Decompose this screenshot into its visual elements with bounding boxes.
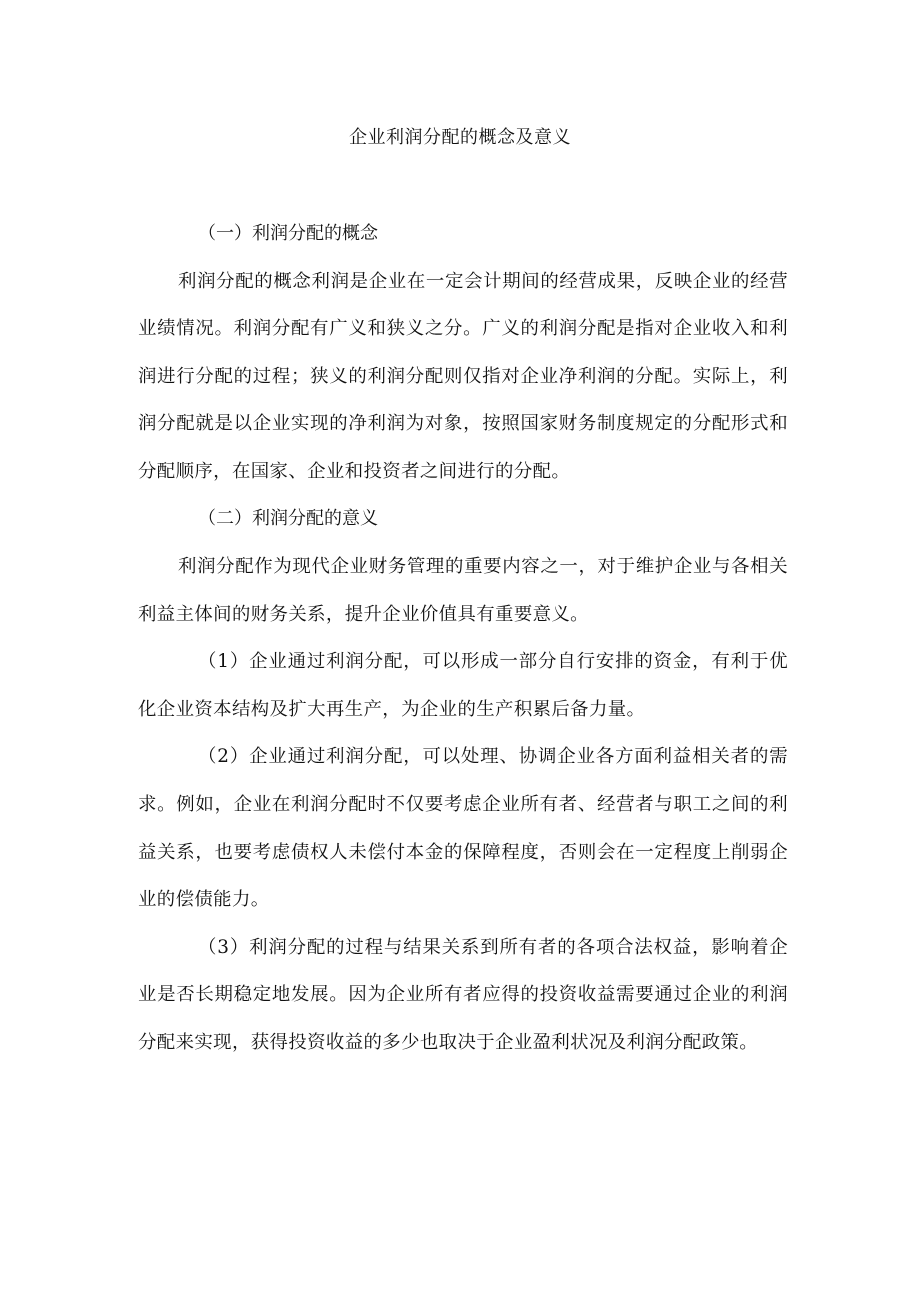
significance-item-1: （1）企业通过利润分配，可以形成一部分自行安排的资金，有利于优化企业资本结构及扩大再生产，为企业的生产积累后备力量。 bbox=[138, 651, 788, 720]
section-heading-significance: （二）利润分配的意义 bbox=[198, 508, 378, 530]
significance-item-3: （3）利润分配的过程与结果关系到所有者的各项合法权益，影响着企业是否长期稳定地发展。因为企业所有者应得的投资收益需要通过企业的利润分配来实现，获得投资收益的多少也取决于企业盈利状况及利润分配政策。 bbox=[138, 936, 788, 1053]
document-body bbox=[138, 210, 788, 1067]
concept-paragraph: 利润分配的概念利润是企业在一定会计期间的经营成果，反映企业的经营业绩情况。利润分配有广义和狭义之分。广义的利润分配是指对企业收入和利润进行分配的过程；狭义的利润分配则仅指对企业净利润的分配。实际上，利润分配就是以企业实现的净利润为对象，按照国家财务制度规定的分配形式和分配顺序，在国家、企业和投资者之间进行的分配。 bbox=[138, 270, 788, 482]
document-title: 企业利润分配的概念及意义 bbox=[349, 127, 571, 148]
significance-intro-paragraph: 利润分配作为现代企业财务管理的重要内容之一，对于维护企业与各相关利益主体间的财务关系，提升企业价值具有重要意义。 bbox=[138, 555, 788, 625]
section-heading-concept: （一）利润分配的概念 bbox=[198, 223, 378, 244]
significance-item-2: （2）企业通过利润分配，可以处理、协调企业各方面利益相关者的需求。例如，企业在利润分配时不仅要考虑企业所有者、经营者与职工之间的利益关系，也要考虑债权人未偿付本金的保障程度，否则会在一定程度上削弱企业的偿债能力。 bbox=[138, 746, 788, 911]
